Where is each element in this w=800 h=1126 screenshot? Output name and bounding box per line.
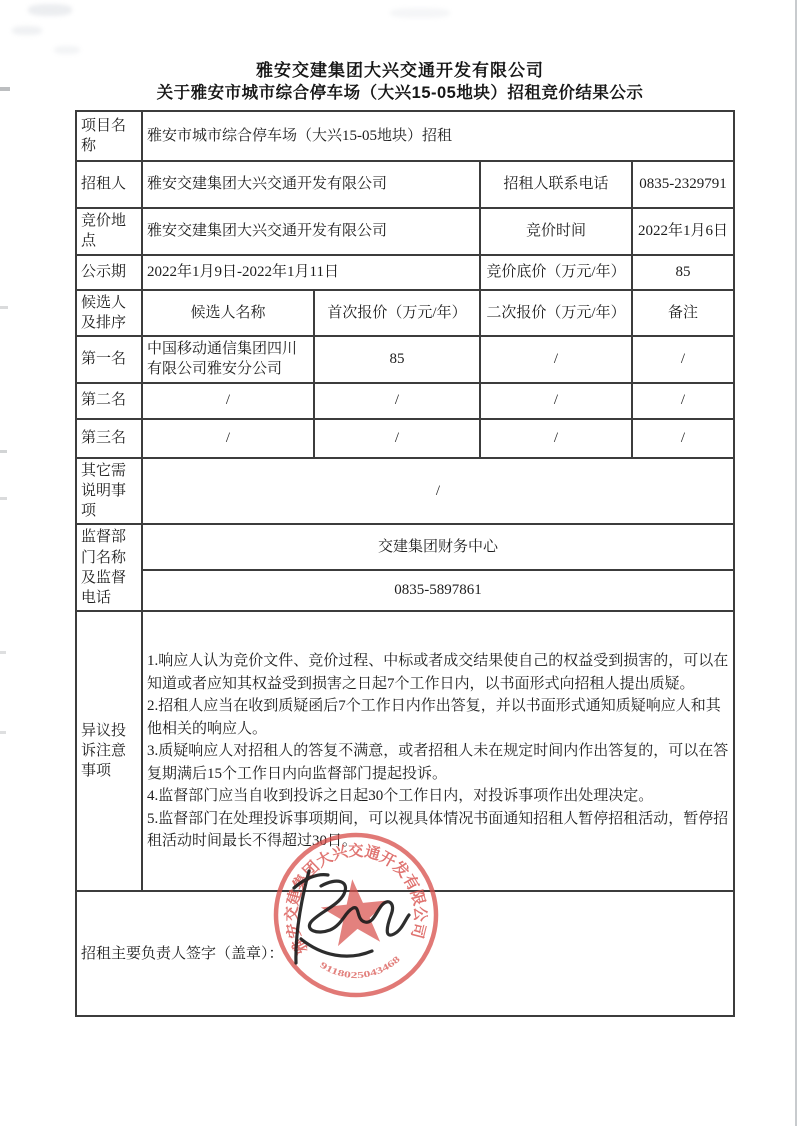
candidate-remark: / <box>632 419 734 458</box>
document-title-block <box>0 60 800 104</box>
objection-notice-content <box>142 611 734 891</box>
lessor-value: 雅安交建集团大兴交通开发有限公司 <box>142 161 480 208</box>
scan-artifact <box>390 8 450 18</box>
document-title-company: 雅安交建集团大兴交通开发有限公司 <box>256 61 544 80</box>
lessor-phone-label: 招租人联系电话 <box>480 161 632 208</box>
objection-notice-label: 异议投诉注意事项 <box>76 611 142 891</box>
candidate-name: / <box>142 419 314 458</box>
bidding-time-value: 2022年1月6日 <box>632 208 734 255</box>
scan-artifact <box>0 450 7 453</box>
scan-artifact <box>0 497 7 500</box>
scan-artifact <box>12 26 42 35</box>
column-header-second-offer: 二次报价（万元/年） <box>480 290 632 337</box>
signature-label: 招租主要负责人签字（盖章）： <box>81 945 284 962</box>
candidate-rank: 第二名 <box>76 383 142 419</box>
candidate-second-offer: / <box>480 383 632 419</box>
column-header-candidate-name: 候选人名称 <box>142 290 314 337</box>
candidate-second-offer: / <box>480 419 632 458</box>
document-title-subject: 关于雅安市城市综合停车场（大兴15-05地块）招租竞价结果公示 <box>156 84 644 102</box>
floor-price-value: 85 <box>632 255 734 290</box>
candidate-rank: 第三名 <box>76 419 142 458</box>
bidding-time-label: 竞价时间 <box>480 208 632 255</box>
project-name-label: 项目名称 <box>76 111 142 161</box>
candidate-row <box>76 419 734 458</box>
scan-artifact <box>0 651 6 654</box>
candidate-first-offer: 85 <box>314 336 480 383</box>
candidate-name: 中国移动通信集团四川有限公司雅安分公司 <box>142 336 314 383</box>
candidate-name: / <box>142 383 314 419</box>
floor-price-label: 竞价底价（万元/年） <box>480 255 632 290</box>
project-name-value: 雅安市城市综合停车场（大兴15-05地块）招租 <box>142 111 734 161</box>
supervision-dept-value: 交建集团财务中心 <box>142 524 734 570</box>
column-header-remark: 备注 <box>632 290 734 337</box>
supervision-dept-label: 监督部门名称及监督电话 <box>76 524 142 611</box>
scan-artifact <box>0 731 6 734</box>
scan-artifact <box>54 46 80 54</box>
candidate-row <box>76 336 734 383</box>
scan-artifact <box>0 306 8 309</box>
objection-item: 5.监督部门在处理投诉事项期间，可以视具体情况书面通知招租人暂停招租活动，暂停招租活动时间最长不得超过30日。 <box>147 810 729 849</box>
lessor-phone-value: 0835-2329791 <box>632 161 734 208</box>
scan-artifact <box>28 4 72 16</box>
seal-code-text: 9118025043468 <box>318 955 401 981</box>
objection-item: 3.质疑响应人对招租人的答复不满意，或者招租人未在规定时间内作出答复的，可以在答复期满后15个工作日内向监督部门提起投诉。 <box>147 743 729 782</box>
candidate-rank: 第一名 <box>76 336 142 383</box>
candidate-second-offer: / <box>480 336 632 383</box>
page-edge-scan-line <box>795 0 797 1126</box>
candidate-rank-label: 候选人及排序 <box>76 290 142 337</box>
seal-company-text: 雅安交建集团大兴交通开发有限公司 <box>283 842 429 957</box>
publicity-period-label: 公示期 <box>76 255 142 290</box>
candidate-row <box>76 383 734 419</box>
bid-result-table <box>75 110 735 1017</box>
column-header-first-offer: 首次报价（万元/年） <box>314 290 480 337</box>
objection-item: 2.招租人应当在收到质疑函后7个工作日内作出答复，并以书面形式通知质疑响应人和其他相关的响应人。 <box>147 698 721 737</box>
lessor-label: 招租人 <box>76 161 142 208</box>
candidate-remark: / <box>632 336 734 383</box>
objection-item: 1.响应人认为竞价文件、竞价过程、中标或者成交结果使自己的权益受到损害的，可以在知道或者应知其权益受到损害之日起7个工作日内，以书面形式向招租人提出质疑。 <box>147 653 729 692</box>
other-notes-label: 其它需说明事项 <box>76 458 142 525</box>
publicity-period-value: 2022年1月9日-2022年1月11日 <box>142 255 480 290</box>
candidate-remark: / <box>632 383 734 419</box>
bidding-place-label: 竞价地点 <box>76 208 142 255</box>
signature-row <box>76 891 734 1016</box>
objection-item: 4.监督部门应当自收到投诉之日起30个工作日内，对投诉事项作出处理决定。 <box>147 788 654 804</box>
candidate-first-offer: / <box>314 419 480 458</box>
supervision-phone-value: 0835-5897861 <box>142 570 734 611</box>
candidate-first-offer: / <box>314 383 480 419</box>
bidding-place-value: 雅安交建集团大兴交通开发有限公司 <box>142 208 480 255</box>
other-notes-value: / <box>142 458 734 525</box>
